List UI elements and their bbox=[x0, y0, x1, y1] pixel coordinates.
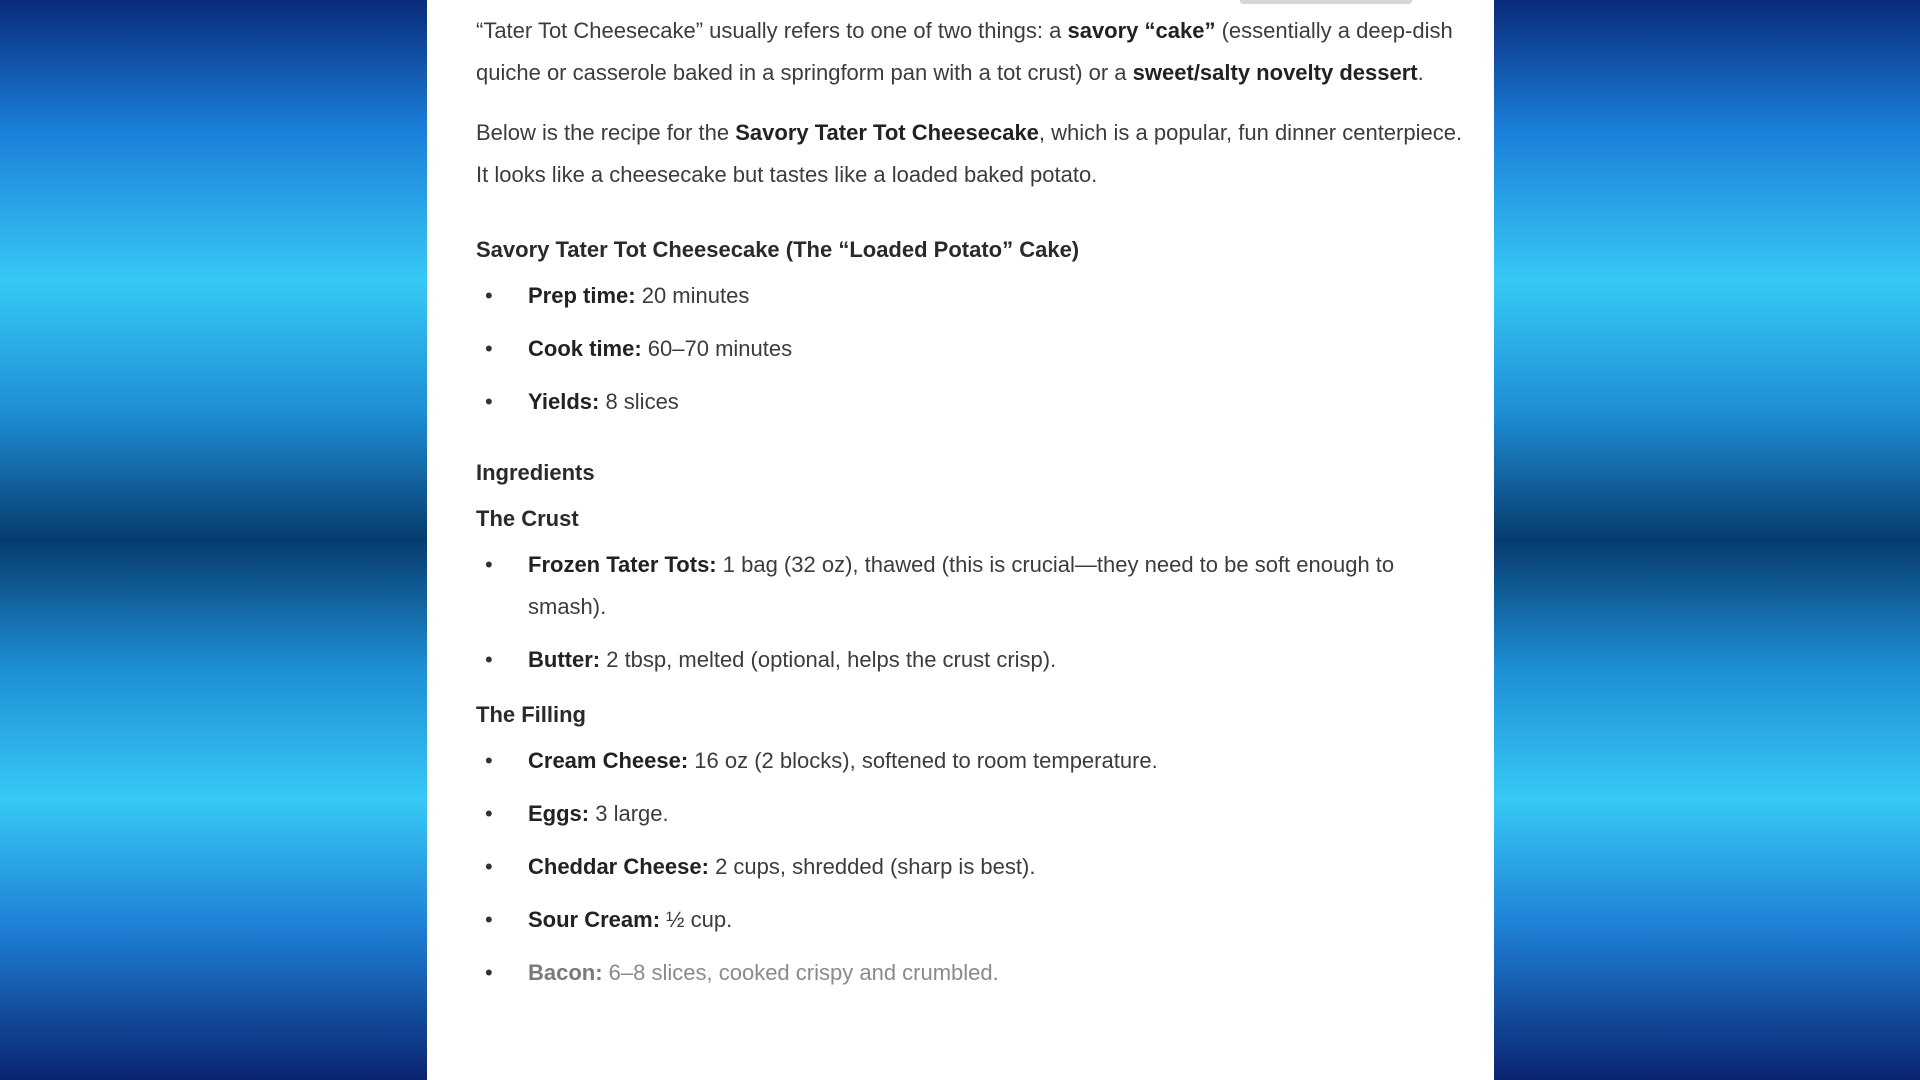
filling-heading: The Filling bbox=[476, 702, 586, 727]
ingredients-heading: Ingredients bbox=[476, 460, 595, 485]
bullet: • bbox=[485, 854, 493, 879]
list-item: • Cheddar Cheese: 2 cups, shredded (sharp is best). bbox=[476, 846, 1476, 888]
bullet: • bbox=[485, 336, 493, 361]
list-item: • Butter: 2 tbsp, melted (optional, helps the crust crisp). bbox=[476, 639, 1476, 681]
list-item: • Prep time: 20 minutes bbox=[476, 275, 1476, 317]
intro2-bold-recipe: Savory Tater Tot Cheesecake bbox=[735, 120, 1039, 145]
bullet: • bbox=[485, 647, 493, 672]
list-item: • Bacon: 6–8 slices, cooked crispy and crumbled. bbox=[476, 952, 1476, 994]
recipe-title: Savory Tater Tot Cheesecake (The “Loaded Potato” Cake) bbox=[476, 237, 1080, 262]
recipe-meta-list bbox=[476, 275, 1476, 423]
scrollbar-thumb[interactable] bbox=[1240, 0, 1412, 4]
bullet: • bbox=[485, 801, 493, 826]
list-item: • Cook time: 60–70 minutes bbox=[476, 328, 1476, 370]
intro-bold-dessert: sweet/salty novelty dessert bbox=[1132, 60, 1418, 85]
bullet: • bbox=[485, 960, 493, 985]
bullet: • bbox=[485, 907, 493, 932]
list-item: • Eggs: 3 large. bbox=[476, 793, 1476, 835]
intro-bold-savory: savory “cake” bbox=[1067, 18, 1216, 43]
list-item: • Sour Cream: ½ cup. bbox=[476, 899, 1476, 941]
intro-paragraph: “Tater Tot Cheesecake” usually refers to one of two things: a savory “cake” (essentially a deep-dish quiche or casserole baked in a springform pan with a tot crust) or a sweet/salty novelty dessert. bbox=[476, 18, 1453, 85]
bullet: • bbox=[485, 552, 493, 577]
bullet: • bbox=[485, 389, 493, 414]
list-item: • Frozen Tater Tots: 1 bag (32 oz), thawed (this is crucial—they need to be soft enough to smash). bbox=[476, 544, 1476, 628]
bullet: • bbox=[485, 748, 493, 773]
crust-heading: The Crust bbox=[476, 506, 579, 531]
list-item: • Yields: 8 slices bbox=[476, 381, 1476, 423]
crust-list bbox=[476, 544, 1476, 681]
bullet: • bbox=[485, 283, 493, 308]
filling-list bbox=[476, 740, 1476, 994]
list-item: • Cream Cheese: 16 oz (2 blocks), softened to room temperature. bbox=[476, 740, 1476, 782]
intro2-paragraph: Below is the recipe for the Savory Tater Tot Cheesecake, which is a popular, fun dinner centerpiece. It looks like a cheesecake but tastes like a loaded baked potato. bbox=[476, 120, 1463, 187]
recipe-content bbox=[476, 10, 1476, 994]
response-panel bbox=[427, 0, 1494, 1080]
